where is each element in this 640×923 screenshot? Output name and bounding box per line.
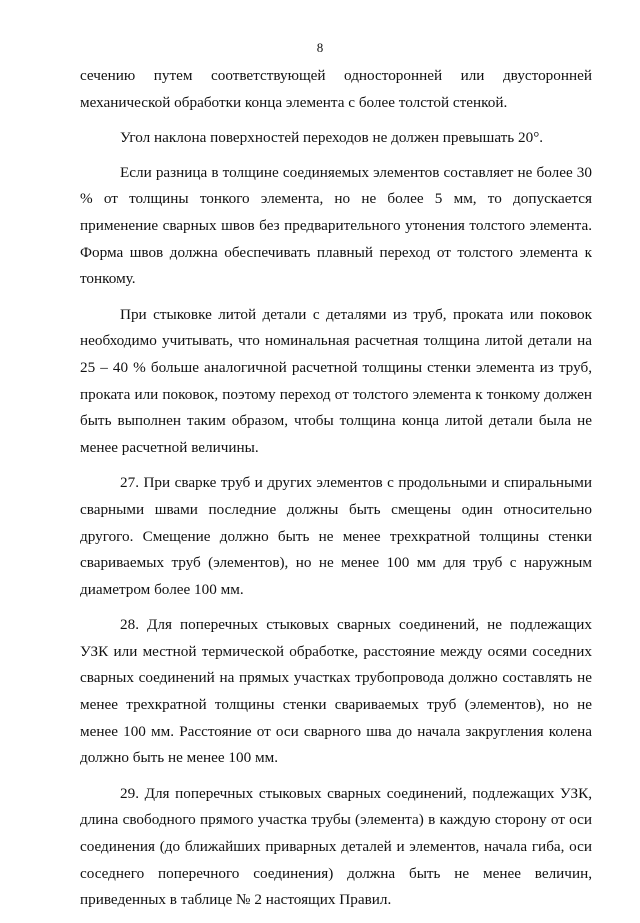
paragraph-continuation: сечению путем соответствующей односторонней или двусторонней механической обработки конца элемента с более толстой стенкой. [80, 67, 592, 111]
paragraph-clause-29: 29. Для поперечных стыковых сварных соединений, подлежащих УЗК, длина свободного прямого участка трубы (элемента) в каждую сторону от оси соединения (до ближайших приварных деталей и элементов, начала гиба, оси соседнего поперечного соединения) должна быть не менее величин, приведенных в таблице № 2 настоящих Правил. [80, 784, 592, 909]
paragraph-slope-angle: Угол наклона поверхностей переходов не должен превышать 20°. [120, 129, 544, 147]
page-body [80, 63, 592, 923]
paragraph-clause-28: 28. Для поперечных стыковых сварных соединений, не подлежащих УЗК или местной термической обработке, расстояние между осями соседних сварных соединений на прямых участках трубопровода должно составлять не менее трехкратной толщины стенки свариваемых труб (элементов), но не менее 100 мм. Расстояние от оси сварного шва до начала закругления колена должно быть не менее 100 мм. [80, 616, 592, 767]
paragraph-thickness-difference: Если разница в толщине соединяемых элементов составляет не более 30 % от толщины тонкого элемента, но не более 5 мм, то допускается применение сварных швов без предварительного утонения толстого элемента. Форма швов должна обеспечивать плавный переход от толстого элемента к тонкому. [80, 163, 592, 288]
page-number: 8 [316, 40, 324, 55]
paragraph-clause-27: 27. При сварке труб и других элементов с продольными и спиральными сварными швами последние должны быть смещены один относительно другого. Смещение должно быть не менее трехкратной толщины стенки свариваемых труб (элементов), но не менее 100 мм для труб с наружным диаметром более 100 мм. [80, 474, 592, 598]
paragraph-cast-part-joint: При стыковке литой детали с деталями из труб, проката или поковок необходимо учитывать, что номинальная расчетная толщина литой детали на 25 – 40 % больше аналогичной расчетной толщины стенки элемента из труб, проката или поковок, поэтому переход от толстого элемента к тонкому должен быть выполнен таким образом, чтобы толщина конца литой детали была не менее расчетной величины. [80, 305, 592, 456]
